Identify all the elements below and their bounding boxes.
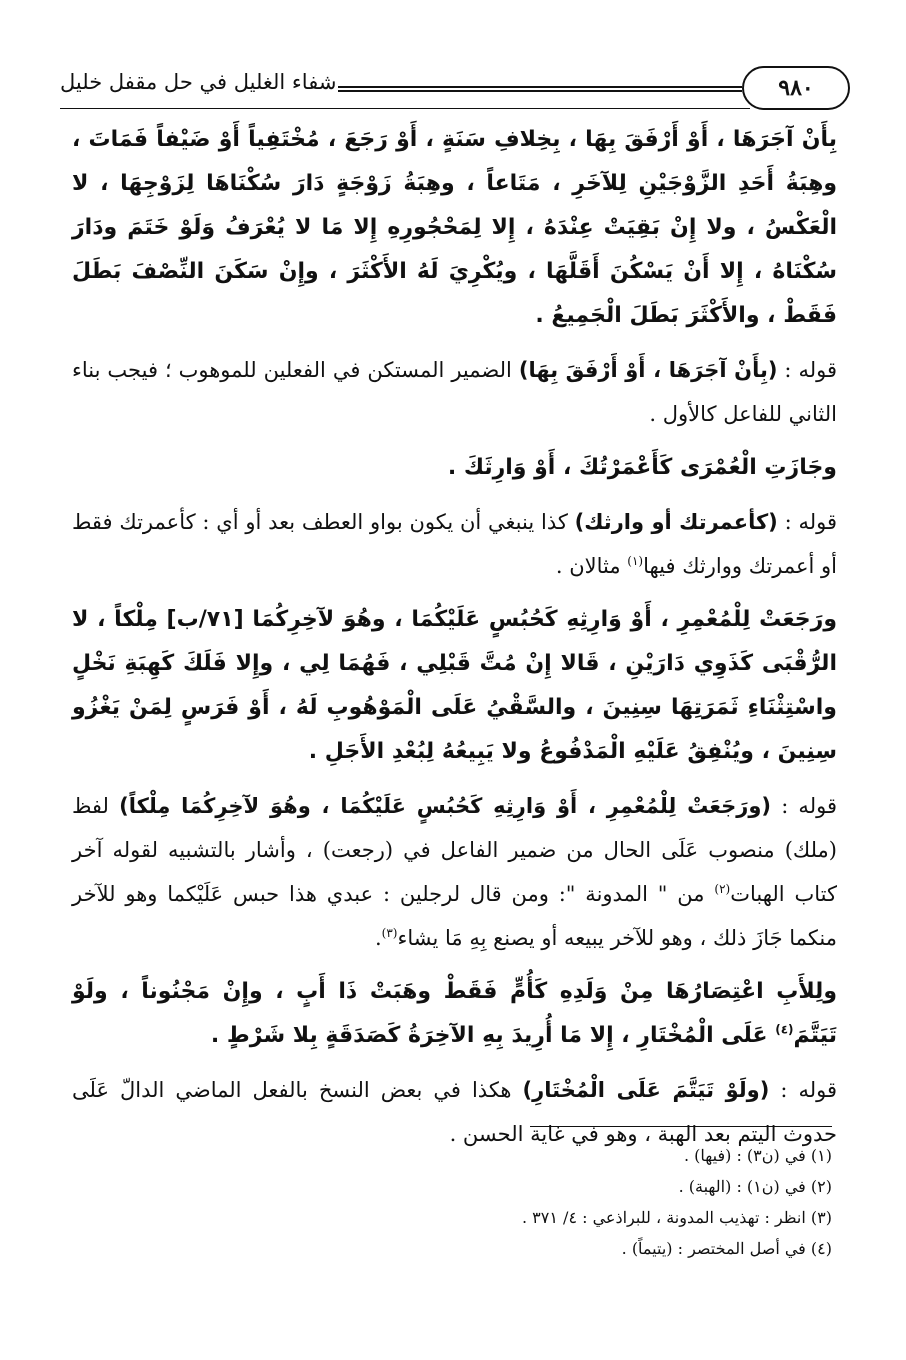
book-title: شفاء الغليل في حل مقفل خليل [60, 70, 337, 94]
matn-paragraph-1 [72, 118, 837, 338]
sharh-paragraph-3 [72, 784, 837, 960]
page-header [60, 66, 850, 110]
matn-text-tail: عَلَى الْمُخْتَارِ ، إِلا مَا أُرِيدَ بِهِ الآخِرَةُ كَصَدَقَةٍ بِلا شَرْطٍ . [210, 1023, 776, 1048]
footnote-separator [530, 1126, 832, 1127]
header-underline [60, 108, 750, 109]
sharh-prefix: قوله : [784, 358, 838, 382]
sharh-text: لفظ (ملك) منصوب عَلَى الحال من ضمير الفاعل في (رجعت) ، وأشار بالتشبيه لقوله آخر كتاب الهبات [72, 794, 837, 906]
matn-text: بِأَنْ آجَرَهَا ، أَوْ أَرْفَقَ بِهَا ، بِخِلافِ سَنَةٍ ، أَوْ رَجَعَ ، مُخْتَفِياً أَوْ ضَيْفاً فَمَاتَ ، وهِبَةُ أَحَدِ الزَّوْجَيْنِ لِلآخَرِ ، مَتَاعاً ، وهِبَةُ زَوْجَةٍ دَارَ سُكْنَاهَا لِزَوْجِهَا ، لا الْعَكْسُ ، ولا إِنْ بَقِيَتْ عِنْدَهُ ، إِلا لِمَحْجُورِهِ إِلا مَا لا يُعْرَفُ وَلَوْ خَتَمَ ودَارَ سُكْنَاهُ ، إِلا أَنْ يَسْكُنَ أَقَلَّهَا ، ويُكْرِيَ لَهُ الأَكْثَرَ ، وإِنْ سَكَنَ النِّصْفَ بَطَلَ فَقَطْ ، والأَكْثَرَ بَطَلَ الْجَمِيعُ . [72, 127, 837, 328]
sharh-text-end: . [374, 926, 382, 950]
sharh-prefix: قوله : [780, 1078, 837, 1102]
sharh-text-tail: من " المدونة ": ومن قال لرجلين : عبدي هذا حبس عَلَيْكما وهو للآخر منكما جَازَ ذلك ، وهو للآخر يبيعه أو يصنع بِهِ مَا يشاء [72, 882, 837, 950]
footnote-marker[interactable]: (١) [627, 554, 644, 568]
footnote-marker[interactable]: (٣) [381, 926, 398, 940]
sharh-paragraph-1 [72, 348, 837, 436]
header-double-rule [338, 86, 742, 92]
sharh-text: هكذا في بعض النسخ بالفعل الماضي الدالّ عَلَى حدوث اليتم بعد الهبة ، وهو في غاية الحسن . [72, 1078, 837, 1146]
page-number: ٩٨٠ [742, 66, 850, 110]
sharh-prefix: قوله : [784, 510, 837, 534]
footnote-item: (٣) انظر : تهذيب المدونة ، للبراذعي : ٤/ ٣٧١ . [522, 1208, 832, 1227]
matn-text: وجَازَتِ الْعُمْرَى كَأَعْمَرْتُكَ ، أَوْ وَارِثَكَ . [447, 455, 837, 480]
main-text [72, 118, 837, 1166]
footnotes [400, 1140, 832, 1264]
footnote-marker[interactable]: (٢) [714, 882, 731, 896]
footnote-item: (٢) في (ن١) : (الهبة) . [678, 1177, 832, 1196]
quoted-matn: (ولَوْ تَيَتَّمَ عَلَى الْمُخْتَارِ) [522, 1078, 770, 1102]
sharh-paragraph-2 [72, 500, 837, 588]
matn-text: ولِلأَبِ اعْتِصَارُهَا مِنْ وَلَدِهِ كَأُمٍّ فَقَطْ وهَبَتْ ذَا أَبٍ ، وإِنْ مَجْنُوناً ، ولَوْ تَيَتَّمَ [72, 979, 837, 1048]
matn-text: ورَجَعَتْ لِلْمُعْمِرِ ، أَوْ وَارِثِهِ كَحُبُسٍ عَلَيْكُمَا ، وهُوَ لآخِرِكُمَا [٧١/ب] مِلْكاً ، لا الرُّقْبَى كَذَوِي دَارَيْنِ ، قَالا إِنْ مُتَّ قَبْلِي ، فَهُمَا لِي ، وإِلا فَلَكَ كَهِبَةِ نَخْلٍ واسْتِثْنَاءِ ثَمَرَتِهَا سِنِينَ ، والسَّقْيُ عَلَى الْمَوْهُوبِ لَهُ ، أَوْ فَرَسٍ لِمَنْ يَغْزُو سِنِينَ ، ويُنْفِقُ عَلَيْهِ الْمَدْفُوعُ ولا يَبِيعُهُ لِبُعْدِ الأَجَلِ . [72, 607, 838, 764]
sharh-text: كذا ينبغي أن يكون بواو العطف بعد أو أي : كأعمرتك فقط أو أعمرتك ووارثك فيها [72, 510, 837, 578]
quoted-matn: (ورَجَعَتْ لِلْمُعْمِرِ ، أَوْ وَارِثِهِ كَحُبُسٍ عَلَيْكُمَا ، وهُوَ لآخِرِكُمَا مِلْكاً) [119, 794, 772, 818]
sharh-prefix: قوله : [781, 794, 837, 818]
matn-paragraph-2 [72, 446, 837, 490]
quoted-matn: (كأعمرتك أو وارثك) [574, 510, 778, 534]
footnote-marker[interactable]: (٤) [775, 1022, 794, 1037]
footnote-item: (٤) في أصل المختصر : (يتيماً) . [621, 1239, 832, 1258]
sharh-text-tail: مثالان . [555, 554, 628, 578]
quoted-matn: (بِأَنْ آجَرَهَا ، أَوْ أَرْفَقَ بِهَا) [518, 358, 778, 382]
footnote-item: (١) في (ن٣) : (فيها) . [683, 1146, 832, 1165]
matn-paragraph-4 [72, 970, 837, 1058]
matn-paragraph-3 [72, 598, 837, 774]
sharh-text: الضمير المستكن في الفعلين للموهوب ؛ فيجب بناء الثاني للفاعل كالأول . [72, 358, 837, 426]
